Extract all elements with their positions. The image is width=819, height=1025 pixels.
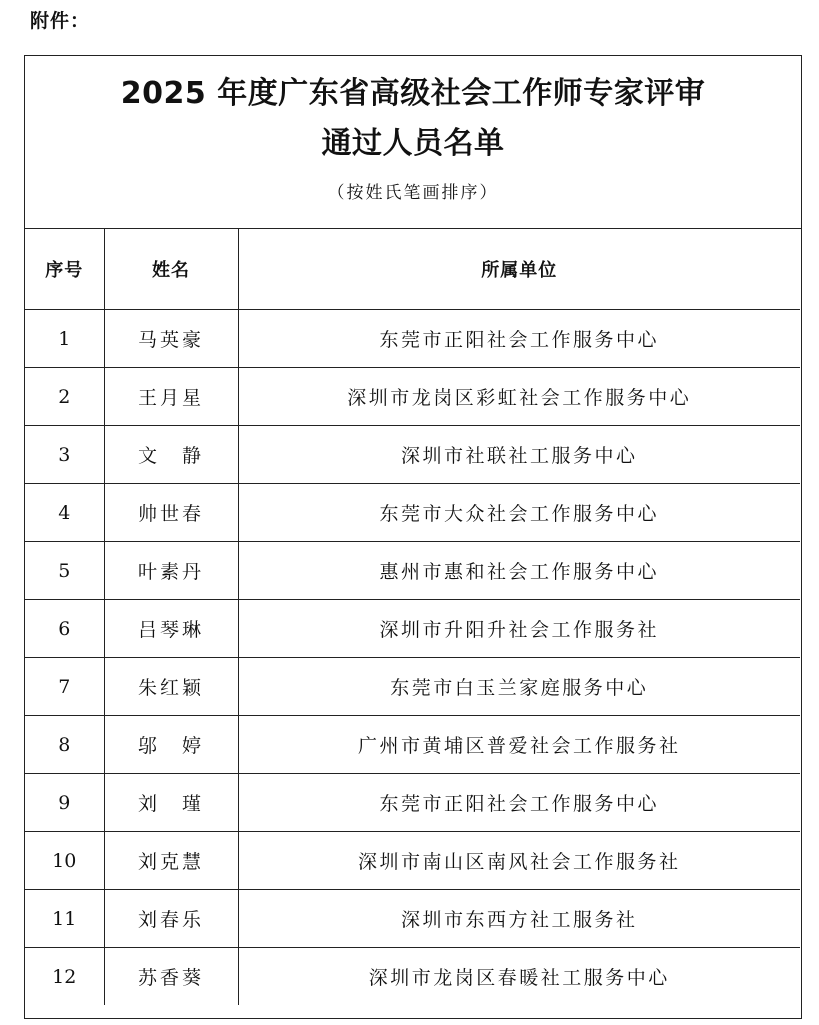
name-cell: 邬 婷	[104, 716, 238, 774]
unit-cell: 东莞市白玉兰家庭服务中心	[238, 658, 800, 716]
index-cell: 10	[25, 832, 104, 890]
table-row	[25, 832, 800, 890]
table-row	[25, 368, 800, 426]
unit-cell: 东莞市正阳社会工作服务中心	[238, 774, 800, 832]
table-header-row	[25, 229, 800, 310]
table-row	[25, 658, 800, 716]
name-cell: 马英豪	[104, 310, 238, 368]
table-row	[25, 716, 800, 774]
name-cell: 吕琴琳	[104, 600, 238, 658]
name-cell: 叶素丹	[104, 542, 238, 600]
index-cell: 11	[25, 890, 104, 948]
attachment-label: 附件：	[30, 10, 91, 32]
unit-cell: 深圳市升阳升社会工作服务社	[238, 600, 800, 658]
unit-cell: 深圳市社联社工服务中心	[238, 426, 800, 484]
name-cell: 帅世春	[104, 484, 238, 542]
name-cell: 刘 瑾	[104, 774, 238, 832]
index-cell: 7	[25, 658, 104, 716]
document-title-line-1: 2025 年度广东省高级社会工作师专家评审	[120, 76, 706, 111]
table-row	[25, 484, 800, 542]
unit-cell: 广州市黄埔区普爱社会工作服务社	[238, 716, 800, 774]
table-row	[25, 426, 800, 484]
index-cell: 12	[25, 948, 104, 1006]
table-row	[25, 774, 800, 832]
document-sheet	[24, 55, 802, 1019]
index-cell: 8	[25, 716, 104, 774]
unit-cell: 惠州市惠和社会工作服务中心	[238, 542, 800, 600]
table-body	[25, 310, 800, 1006]
table-row	[25, 890, 800, 948]
table-row	[25, 948, 800, 1006]
unit-cell: 深圳市东西方社工服务社	[238, 890, 800, 948]
document-title-line-2: 通过人员名单	[321, 126, 505, 161]
title-block	[25, 56, 801, 229]
index-cell: 6	[25, 600, 104, 658]
index-cell: 9	[25, 774, 104, 832]
name-cell: 王月星	[104, 368, 238, 426]
name-cell: 文 静	[104, 426, 238, 484]
name-cell: 刘春乐	[104, 890, 238, 948]
index-cell: 3	[25, 426, 104, 484]
approved-personnel-table	[25, 229, 800, 1005]
index-cell: 5	[25, 542, 104, 600]
table-row	[25, 310, 800, 368]
header-index: 序号	[25, 229, 104, 310]
unit-cell: 深圳市龙岗区彩虹社会工作服务中心	[238, 368, 800, 426]
name-cell: 朱红颖	[104, 658, 238, 716]
sort-order-note: （按姓氏笔画排序）	[327, 183, 499, 203]
table-row	[25, 542, 800, 600]
index-cell: 4	[25, 484, 104, 542]
unit-cell: 深圳市南山区南风社会工作服务社	[238, 832, 800, 890]
table-row	[25, 600, 800, 658]
name-cell: 刘克慧	[104, 832, 238, 890]
index-cell: 2	[25, 368, 104, 426]
index-cell: 1	[25, 310, 104, 368]
unit-cell: 东莞市大众社会工作服务中心	[238, 484, 800, 542]
header-unit: 所属单位	[238, 229, 800, 310]
unit-cell: 东莞市正阳社会工作服务中心	[238, 310, 800, 368]
header-name: 姓名	[104, 229, 238, 310]
unit-cell: 深圳市龙岗区春暖社工服务中心	[238, 948, 800, 1006]
name-cell: 苏香葵	[104, 948, 238, 1006]
